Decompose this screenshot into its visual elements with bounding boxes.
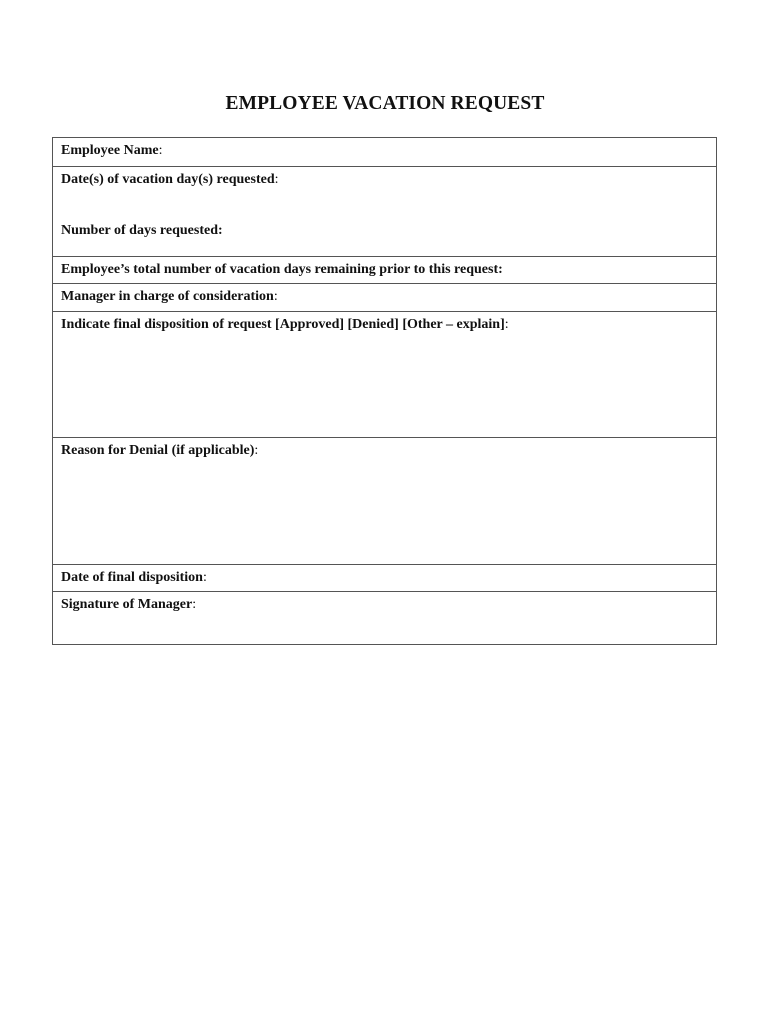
vacation-dates-colon: :	[274, 172, 279, 187]
vacation-dates-field[interactable]	[53, 166, 716, 256]
final-disposition-label: Indicate final disposition of request [Approved] [Denied] [Other – explain]	[61, 317, 505, 332]
signature-manager-colon: :	[192, 597, 197, 612]
reason-denial-label: Reason for Denial (if applicable)	[61, 443, 255, 458]
final-disposition-colon: :	[504, 317, 509, 332]
employee-name-colon: :	[158, 143, 163, 158]
manager-in-charge-field[interactable]	[53, 283, 716, 311]
vacation-dates-label: Date(s) of vacation day(s) requested	[61, 172, 275, 187]
reason-denial-colon: :	[254, 443, 259, 458]
date-final-disposition-field[interactable]	[53, 564, 716, 591]
employee-name-field[interactable]	[53, 138, 716, 166]
reason-denial-field[interactable]	[53, 437, 716, 564]
signature-manager-field[interactable]	[53, 591, 716, 644]
date-final-disposition-colon: :	[202, 570, 207, 585]
days-remaining-field[interactable]	[53, 256, 716, 283]
days-remaining-label: Employee’s total number of vacation days remaining prior to this request:	[61, 262, 503, 277]
final-disposition-field[interactable]	[53, 311, 716, 437]
signature-manager-label: Signature of Manager	[61, 597, 193, 612]
vacation-request-form	[52, 137, 717, 645]
date-final-disposition-label: Date of final disposition	[61, 570, 203, 585]
manager-in-charge-colon: :	[273, 289, 278, 304]
employee-name-label: Employee Name	[61, 143, 159, 158]
days-requested-label: Number of days requested:	[61, 223, 223, 238]
page-title: EMPLOYEE VACATION REQUEST	[225, 93, 545, 114]
manager-in-charge-label: Manager in charge of consideration	[61, 289, 274, 304]
